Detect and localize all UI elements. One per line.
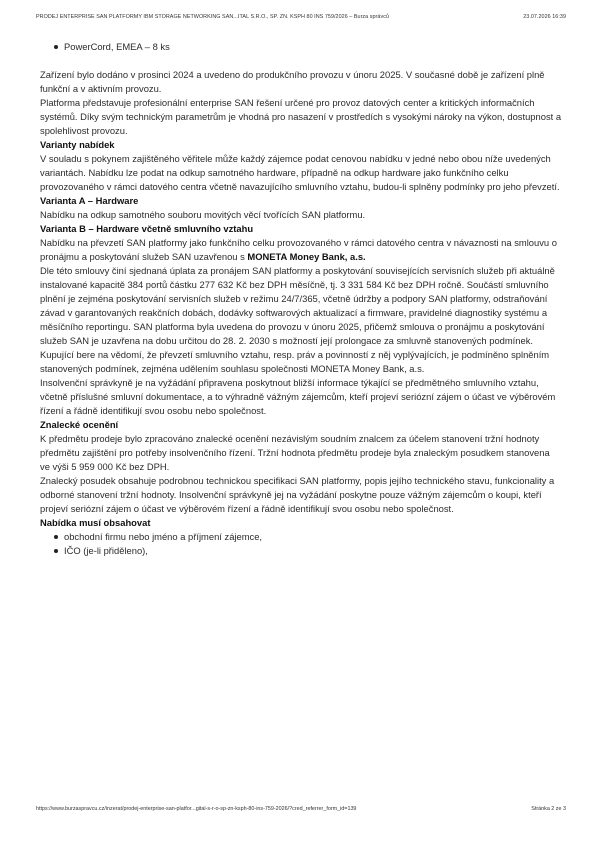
bank-name: MONETA Money Bank, a.s. — [247, 251, 366, 262]
paragraph: Insolvenční správkyně je na vyžádání připravena poskytnout bližší informace týkající se předmětného smluvního vztahu, včetně příslušné smluvní dokumentace, a to výhradně vážným zájemcům, kteří projeví seriózní zájem o účast ve výběrovém řízení a řádně identifikují svou osobu nebo společnost. — [40, 377, 556, 416]
paragraph: V souladu s pokynem zajištěného věřitele může každý zájemce podat cenovou nabídku v jedné nebo obou níže uvedených variantách. Nabídku lze podat na odkup samotného hardware, případně na odkup hardware jako funkčního celku provozovaného v rámci datového centra včetně navazujícího smluvního vztahu, budou-li splněny podmínky pro jeho převzetí. — [40, 153, 560, 192]
list-item: IČO (je-li přiděleno), — [64, 544, 562, 558]
paragraph — [40, 236, 562, 264]
paragraph: Zařízení bylo dodáno v prosinci 2024 a uvedeno do produkčního provozu v únoru 2025. V současné době je zařízení plně funkční a v aktivním provozu. — [40, 69, 545, 94]
top-list — [40, 40, 562, 54]
section-heading-varianty: Varianty nabídek — [40, 139, 115, 150]
list-item: PowerCord, EMEA – 8 ks — [64, 40, 562, 54]
print-header-title: PRODEJ ENTERPRISE SAN PLATFORMY IBM STORAGE NETWORKING SAN...ITAL S.R.O., SP. ZN. KSPH 80 INS 759/2026 – Burza správců — [36, 14, 389, 20]
article-content — [40, 40, 562, 558]
section-heading-znalecke: Znalecké ocenění — [40, 419, 119, 430]
section-heading-varianta-b: Varianta B – Hardware včetně smluvního vztahu — [40, 223, 254, 234]
section-heading-nabidka: Nabídka musí obsahovat — [40, 517, 151, 528]
paragraph: Platforma představuje profesionální enterprise SAN řešení určené pro provoz datových center a kritických informačních systémů. Díky svým technickým parametrům je vhodná pro nasazení v prostředích s vysokými nároky na výkon, dostupnost a spolehlivost provozu. — [40, 97, 562, 136]
print-header-datetime: 23.07.2026 16:39 — [523, 14, 566, 20]
paragraph: Kupující bere na vědomí, že převzetí smluvního vztahu, resp. práv a povinností z něj vyplývajících, je podmíněno splněním stanovených podmínek, zejména udělením souhlasu společnosti MONETA Money Bank, a.s. — [40, 349, 550, 374]
paragraph-text: Nabídku na převzetí SAN platformy jako funkčního celku provozovaného v rámci datového centra v návaznosti na smlouvu o pronájmu a poskytování služeb SAN uzavřenou s — [40, 237, 557, 262]
print-footer — [36, 806, 566, 812]
paragraph: Znalecký posudek obsahuje podrobnou technickou specifikaci SAN platformy, popis jejího technického stavu, funkcionality a odborné stanovení tržní hodnoty. Insolvenční správkyně jej na vyžádání poskytne pouze vážným zájemcům o koupi, kteří projeví seriózní zájem o účast ve výběrovém řízení a řádně identifikují svou osobu nebo společnost. — [40, 475, 555, 514]
paragraph: K předmětu prodeje bylo zpracováno znalecké ocenění nezávislým soudním znalcem za účelem stanovení tržní hodnoty předmětu zajištění pro potřeby insolvenčního řízení. Tržní hodnota předmětu prodeje byla znaleckým posudkem stanovena ve výši 5 959 000 Kč bez DPH. — [40, 433, 550, 472]
paragraph: Dle této smlouvy činí sjednaná úplata za pronájem SAN platformy a poskytování souvisejících servisních služeb při aktuálně instalované kapacitě 384 portů částku 277 632 Kč bez DPH měsíčně, tj. 3 331 584 Kč bez DPH ročně. Součástí smluvního plnění je zejména poskytování servisních služeb v režimu 24/7/365, včetně údržby a podpory SAN platformy, odstraňování závad v garantovaných reakčních dobách, dodávky softwarových aktualizací a firmware, pravidelné diagnostiky systému a měsíčního reportingu. SAN platforma byla uvedena do provozu v únoru 2025, přičemž smlouva o pronájmu a poskytování služeb SAN je uzavřena na dobu určitou do 28. 2. 2030 s možností její prolongace za smluvně stanovených podmínek. — [40, 265, 555, 346]
list-item: obchodní firmu nebo jméno a příjmení zájemce, — [64, 530, 562, 544]
print-footer-page: Stránka 2 ze 3 — [531, 806, 566, 812]
section-heading-varianta-a: Varianta A – Hardware — [40, 195, 139, 206]
print-footer-url: https://www.burzaspravcu.cz/inzerat/prodej-enterprise-san-platfor...gital-s-r-o-sp-zn-ksph-80-ins-759-2026/?cred_referrer_form_id=139 — [36, 806, 357, 812]
print-header — [36, 14, 566, 20]
paragraph: Nabídku na odkup samotného souboru movitých věcí tvořících SAN platformu. — [40, 209, 366, 220]
bottom-list — [40, 530, 562, 558]
